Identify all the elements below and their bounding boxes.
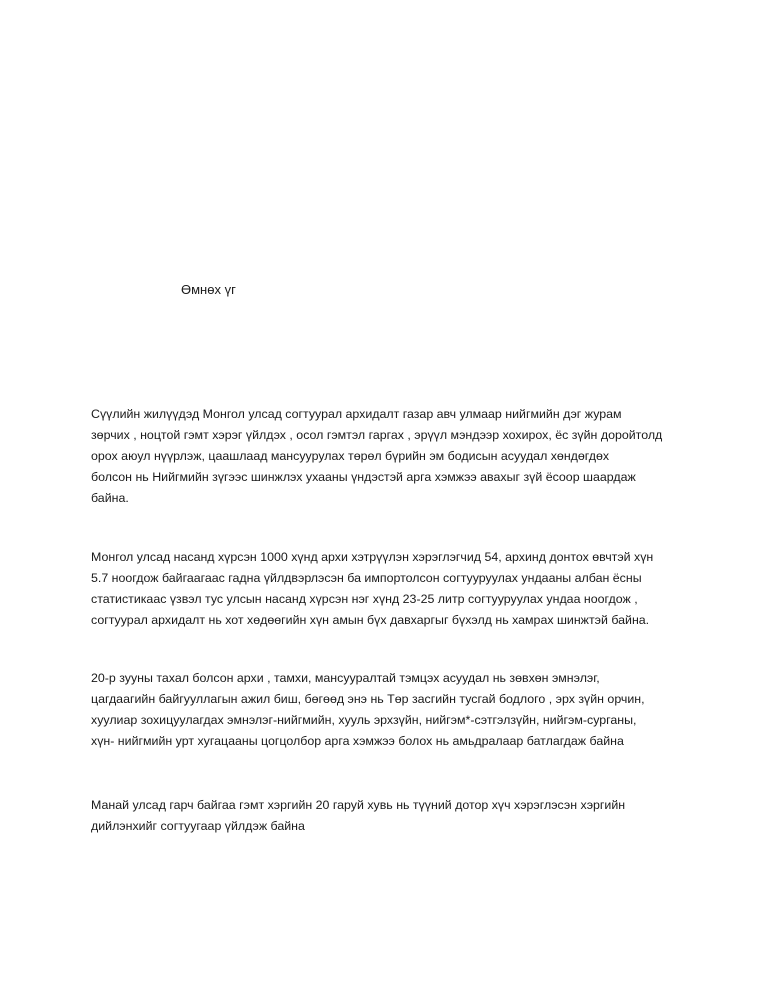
paragraph-line: Сүүлийн жилүүдэд Монгол улсад согтуурал архидалт газар авч улмаар нийгмийн дэг журам [91,407,622,421]
paragraph-line: хүн- нийгмийн урт хугацааны цогцолбор арга хэмжээ болох нь амьдралаар батлагдаж байна [91,734,624,748]
paragraph-line: согтуурал архидалт нь хот хөдөөгийн хүн амын бүх давхаргыг бүхэлд нь хамрах шинжтэй байна. [91,613,650,627]
section-heading: Өмнөх үг [181,282,236,297]
paragraph-line: орох аюул нүүрлэж, цаашлаад мансуурулах төрөл бүрийн эм бодисын асуудал хөндөгдөх [91,449,610,463]
paragraph-line: Монгол улсад насанд хүрсэн 1000 хүнд архи хэтрүүлэн хэрэглэгчид 54, архинд донтох өвчтэй хүн [91,550,654,564]
paragraph-4 [91,795,691,837]
paragraph-line: хуулиар зохицуулагдах эмнэлэг-нийгмийн, хууль эрхзүйн, нийгэм*-сэтгэлзүйн, нийгэм-сурганы, [91,713,637,727]
paragraph-line: 20-р зууны тахал болсон архи , тамхи, мансууралтай тэмцэх асуудал нь зөвхөн эмнэлэг, [91,671,600,685]
paragraph-line: байна. [91,491,129,505]
paragraph-line: болсон нь Нийгмийн зүгээс шинжлэх ухааны үндэстэй арга хэмжээ авахыг зүй ёсоор шаардаж [91,470,636,484]
paragraph-line: 5.7 ноогдож байгаагаас гадна үйлдвэрлэсэн ба импортолсон согтууруулах ундааны албан ёсны [91,571,642,585]
paragraph-line: статистикаас үзвэл тус улсын насанд хүрсэн нэг хүнд 23-25 литр согтууруулах ундаа ноогдож , [91,592,638,606]
paragraph-2 [91,547,691,631]
paragraph-1 [91,404,691,509]
paragraph-line: Манай улсад гарч байгаа гэмт хэргийн 20 гаруй хувь нь түүний дотор хүч хэрэглэсэн хэргийн [91,798,626,812]
paragraph-line: цагдаагийн байгууллагын ажил биш, бөгөөд энэ нь Төр засгийн тусгай бодлого , эрх зүйн орчин, [91,692,645,706]
paragraph-line: дийлэнхийг согтуугаар үйлдэж байна [91,819,305,833]
paragraph-line: зөрчих , ноцтой гэмт хэрэг үйлдэх , осол гэмтэл гаргах , эрүүл мэндээр хохирох, ёс зүйн доройтолд [91,428,663,442]
paragraph-3 [91,668,691,752]
